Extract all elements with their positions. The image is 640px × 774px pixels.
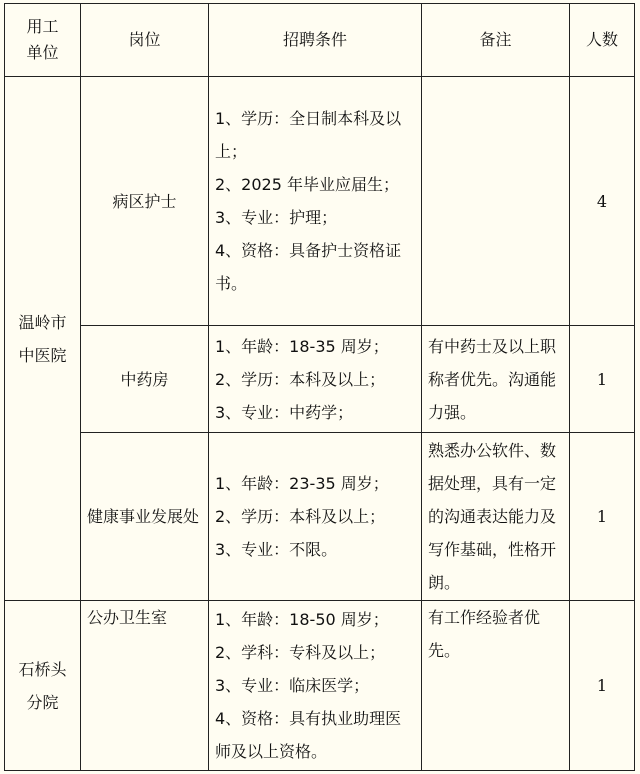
count-cell: 1 (570, 601, 635, 771)
position-cell: 病区护士 (81, 77, 209, 326)
notes-cell (422, 77, 570, 326)
count-cell: 1 (570, 433, 635, 601)
header-unit (5, 4, 81, 77)
table-row (5, 433, 635, 601)
condition-item: 4、资格：具备护士资格证书。 (215, 241, 402, 293)
header-conditions: 招聘条件 (209, 4, 422, 77)
condition-item: 3、专业：中药学； (215, 402, 354, 422)
condition-item: 1、学历：全日制本科及以上； (215, 109, 402, 161)
condition-item: 3、专业：不限。 (215, 540, 338, 559)
header-unit-line-1: 用工 (26, 17, 59, 36)
unit-name-line-2: 分院 (26, 692, 59, 712)
conditions-cell (209, 601, 422, 771)
condition-item: 4、资格：具有执业助理医师及以上资格。 (215, 709, 402, 761)
condition-item: 2、学科：专科及以上； (215, 643, 386, 662)
header-count: 人数 (570, 4, 635, 77)
conditions-cell (209, 77, 422, 326)
table-row (5, 601, 635, 771)
unit-cell (5, 601, 81, 771)
header-unit-line-2: 单位 (26, 43, 59, 62)
position-cell: 健康事业发展处 (81, 433, 209, 601)
condition-item: 1、年龄：18-35 周岁； (215, 336, 389, 356)
condition-item: 2、学历：本科及以上； (215, 507, 386, 526)
condition-item: 3、专业：护理； (215, 208, 338, 227)
conditions-cell (209, 326, 422, 433)
count-cell: 4 (570, 77, 635, 326)
position-cell: 公办卫生室 (81, 601, 209, 771)
count-cell: 1 (570, 326, 635, 433)
notes-cell: 有工作经验者优先。 (422, 601, 570, 771)
condition-item: 2、学历：本科及以上； (215, 369, 386, 389)
unit-cell (5, 77, 81, 601)
table-row (5, 77, 635, 326)
header-position: 岗位 (81, 4, 209, 77)
notes-cell: 有中药士及以上职称者优先。沟通能力强。 (422, 326, 570, 433)
notes-cell: 熟悉办公软件、数据处理，具有一定的沟通表达能力及写作基础，性格开朗。 (422, 433, 570, 601)
position-cell: 中药房 (81, 326, 209, 433)
unit-name-line-2: 中医院 (18, 345, 67, 365)
conditions-cell (209, 433, 422, 601)
table-row (5, 326, 635, 433)
header-notes: 备注 (422, 4, 570, 77)
unit-name-line-1: 石桥头 (18, 659, 67, 679)
condition-item: 1、年龄：18-50 周岁； (215, 610, 389, 629)
condition-item: 1、年龄：23-35 周岁； (215, 474, 389, 493)
header-row (5, 4, 635, 77)
condition-item: 2、2025 年毕业应届生； (215, 175, 399, 194)
condition-item: 3、专业：临床医学； (215, 676, 370, 695)
recruitment-table (4, 3, 635, 771)
unit-name-line-1: 温岭市 (18, 312, 67, 332)
